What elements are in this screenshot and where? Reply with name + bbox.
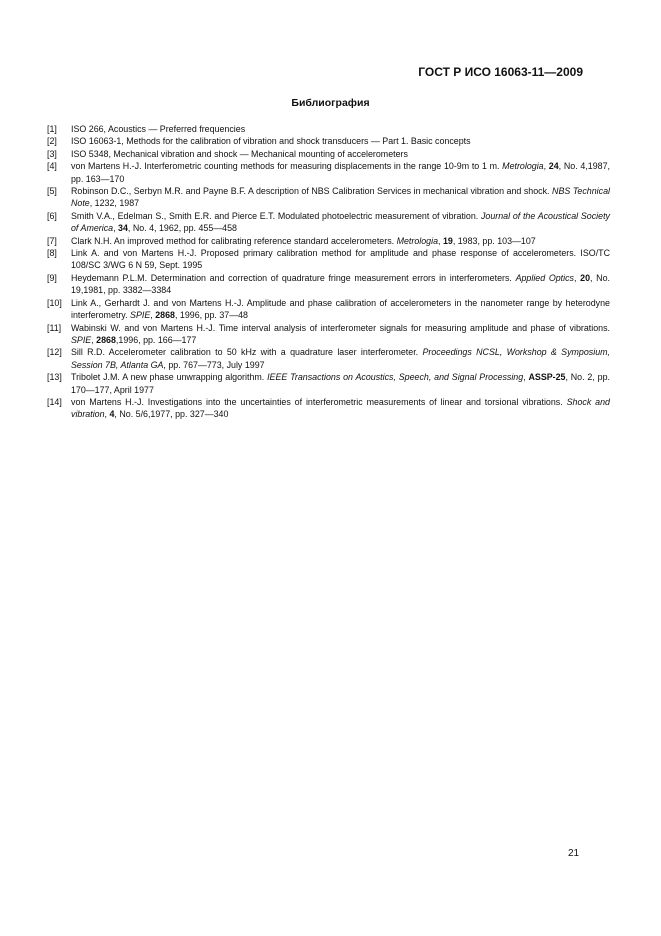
entry-bold-text: 2868	[96, 334, 116, 345]
entry-text	[71, 346, 610, 371]
entry-italic-text: IEEE Transactions on Acoustics, Speech, and Signal Processing	[267, 372, 524, 383]
entry-italic-text: Journal of the Acoustical Society of America	[71, 210, 610, 234]
entry-number: [10]	[47, 297, 62, 308]
entry-text-part: ,	[574, 272, 581, 283]
bibliography-entry	[47, 185, 610, 210]
entry-number: [5]	[47, 186, 57, 197]
entry-text-part: Heydemann P.L.M. Determination and correction of quadrature fringe measurement errors in interferometers.	[71, 272, 516, 283]
entry-text-part: von Martens H.-J. Interferometric counting methods for measuring displacements in the range 10-9m to 1 m.	[71, 161, 503, 172]
document-header: ГОСТ Р ИСО 16063-11—2009	[418, 65, 583, 79]
bibliography-entry	[47, 135, 610, 147]
entry-bold-text: 20	[580, 272, 591, 283]
entry-text-part: ,1996, pp. 166—177	[115, 334, 197, 345]
entry-italic-text: Proceedings NCSL, Workshop & Symposium, Session 7B, Atlanta GA	[71, 347, 610, 370]
entry-number: [7]	[47, 235, 57, 246]
entry-italic-text: SPIE	[130, 310, 151, 321]
entry-text	[71, 123, 610, 135]
entry-text-part: Smith V.A., Edelman S., Smith E.R. and Pierce E.T. Modulated photoelectric measurement of vibration.	[71, 210, 481, 221]
entry-number: [1]	[47, 124, 57, 134]
entry-number: [14]	[47, 396, 62, 407]
entry-number: [2]	[47, 136, 57, 147]
entry-italic-text: Shock and vibration	[71, 396, 610, 420]
entry-text-part: ISO 16063-1, Methods for the calibration of vibration and shock transducers — Part 1. Basic concepts	[71, 136, 471, 147]
bibliography-entry	[47, 371, 610, 396]
bibliography-entry	[47, 160, 610, 185]
entry-text-part: Wabinski W. and von Martens H.-J. Time interval analysis of interferometer signals for measuring amplitude and phase of vibrations.	[71, 322, 610, 333]
entry-italic-text: NBS Technical Note	[71, 186, 610, 209]
entry-text-part: ,	[438, 235, 443, 246]
bibliography-entry	[47, 272, 610, 297]
entry-bold-text: 19	[442, 235, 453, 246]
entry-text-part: ,	[113, 223, 119, 234]
bibliography-entry	[47, 235, 610, 247]
entry-bold-text: 34	[118, 223, 128, 234]
entry-text-part: , No. 2, pp. 170—177, April 1977	[71, 372, 610, 395]
entry-number: [8]	[47, 248, 57, 259]
entry-text	[71, 371, 610, 396]
entry-text-part: Tribolet J.M. A new phase unwrapping algorithm.	[71, 372, 268, 383]
entry-text	[71, 148, 610, 160]
entry-text-part: , 1983, pp. 103—107	[452, 235, 536, 246]
entry-text-part: Robinson D.C., Serbyn M.R. and Payne B.F. A description of NBS Calibration Services in mechanical vibration and shock.	[71, 186, 553, 197]
entry-text-part: ,	[543, 161, 549, 172]
entry-text-part: ISO 5348, Mechanical vibration and shock — Mechanical mounting of accelerometers	[71, 148, 408, 159]
bibliography-entry	[47, 247, 610, 272]
entry-text	[71, 135, 610, 147]
entry-text-part: Link A., Gerhardt J. and von Martens H.-J. Amplitude and phase calibration of accelerometers in the nanometer range by heterodyne interferometry.	[71, 297, 610, 321]
bibliography-entry	[47, 396, 610, 421]
entry-text	[71, 235, 610, 247]
entry-italic-text: Applied Optics	[515, 272, 574, 283]
entry-bold-text: ASSP-25	[528, 372, 566, 383]
entry-italic-text: Metrologia	[502, 161, 544, 172]
entry-text	[71, 185, 610, 210]
bibliography-entry	[47, 297, 610, 322]
entry-text-part: , pp. 767—773, July 1997	[163, 359, 265, 370]
entry-number: [4]	[47, 161, 57, 172]
entry-text-part: , No. 19,1981, pp. 3382—3384	[71, 272, 610, 296]
entry-text	[71, 160, 610, 185]
entry-text	[71, 297, 610, 322]
entry-text-part: von Martens H.-J. Investigations into the uncertainties of interferometric measurements of linear and torsional vibrations.	[71, 396, 567, 407]
entry-text-part: Clark N.H. An improved method for calibrating reference standard accelerometers.	[71, 235, 397, 246]
entry-text-part: ,	[150, 310, 156, 321]
entry-text-part: Sill R.D. Accelerometer calibration to 50 kHz with a quadrature laser interferometer.	[71, 347, 423, 358]
entry-text-part: Link A. and von Martens H.-J. Proposed primary calibration method for amplitude and phase response of accelerometers. ISO/TC 108/SC 3/WG 6 N 59, Sept. 1995	[71, 248, 610, 271]
entry-bold-text: 24	[548, 161, 559, 172]
entry-text-part: ISO 266, Acoustics — Preferred frequencies	[71, 124, 246, 134]
bibliography-entry	[47, 346, 610, 371]
entry-number: [6]	[47, 210, 57, 221]
entry-bold-text: 2868	[155, 310, 175, 321]
entry-number: [12]	[47, 347, 62, 358]
entry-bold-text: 4	[109, 409, 115, 420]
bibliography-list	[47, 123, 610, 421]
entry-text-part: , No. 5/6,1977, pp. 327—340	[114, 409, 229, 420]
section-title: Библиография	[291, 97, 370, 109]
entry-text	[71, 247, 610, 272]
entry-text-part: ,	[104, 409, 110, 420]
bibliography-entry	[47, 123, 610, 135]
bibliography-entry	[47, 148, 610, 160]
entry-text	[71, 272, 610, 297]
entry-text	[71, 396, 610, 421]
bibliography-entry	[47, 210, 610, 235]
bibliography-entry	[47, 322, 610, 347]
entry-number: [13]	[47, 372, 62, 383]
entry-text-part: , No. 4, 1962, pp. 455—458	[127, 223, 237, 234]
entry-text-part: , 1232, 1987	[89, 198, 140, 209]
entry-number: [9]	[47, 272, 57, 283]
entry-text-part: , 1996, pp. 37—48	[174, 310, 248, 321]
entry-number: [3]	[47, 148, 57, 159]
entry-text	[71, 210, 610, 235]
entry-italic-text: Metrologia	[396, 235, 438, 246]
entry-text-part: ,	[91, 334, 97, 345]
page-number: 21	[568, 848, 580, 859]
entry-number: [11]	[47, 322, 62, 333]
entry-text	[71, 322, 610, 347]
entry-italic-text: SPIE	[71, 334, 92, 345]
entry-text-part: ,	[523, 372, 529, 383]
entry-text-part: , No. 4,1987, pp. 163—170	[71, 161, 610, 184]
